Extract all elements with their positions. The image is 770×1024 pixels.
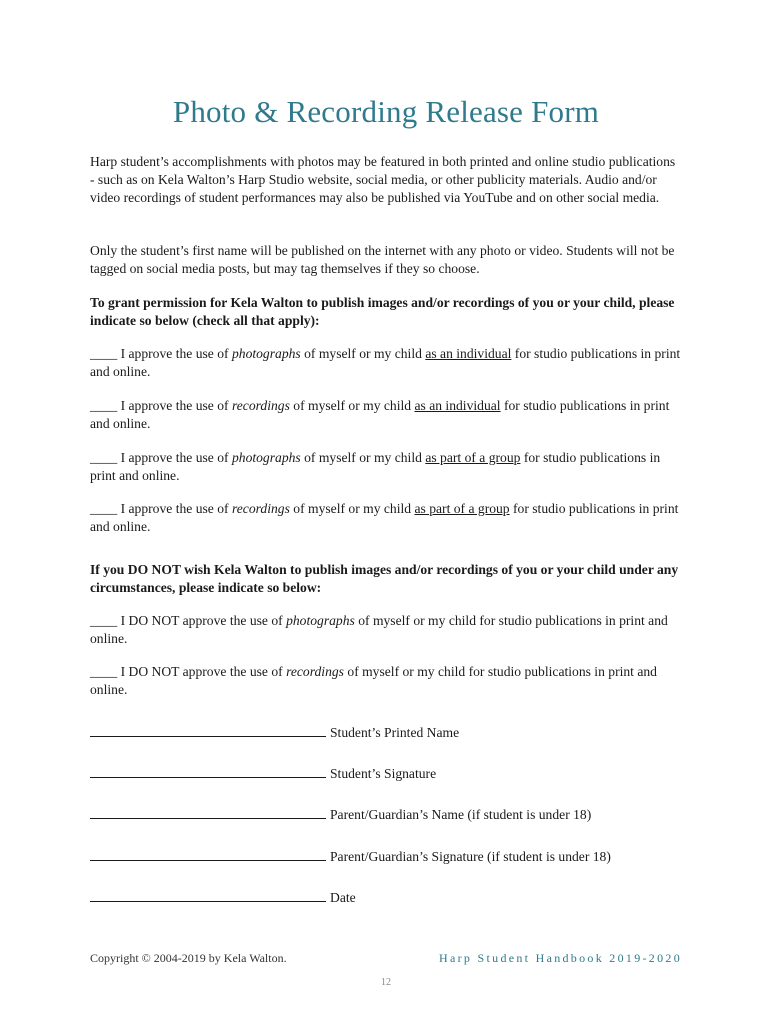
signature-label: Student’s Printed Name xyxy=(330,725,460,740)
option-media: recordings xyxy=(231,398,290,413)
option-text: of myself or my child xyxy=(293,501,412,516)
grant-option-2[interactable] xyxy=(90,397,682,433)
grant-option-4[interactable] xyxy=(90,500,682,536)
checkbox-blank[interactable]: ____ xyxy=(90,398,118,413)
intro-paragraph-2: Only the student’s first name will be published on the internet with any photo or video. Students will not be tagged on social media posts, but may tag themselves if they so choose. xyxy=(90,243,675,276)
grant-heading: To grant permission for Kela Walton to publish images and/or recordings of you or your child, please indicate so below (check all that apply): xyxy=(90,295,675,328)
checkbox-blank[interactable]: ____ xyxy=(90,664,118,679)
option-media: recordings xyxy=(231,501,290,516)
option-text: of myself or my child for studio publications in print and online. xyxy=(90,613,668,646)
option-text: for studio publications in print and online. xyxy=(90,346,681,379)
option-scope: as an individual xyxy=(425,346,512,361)
signature-label: Parent/Guardian’s Signature (if student is under 18) xyxy=(330,849,611,864)
page-number: 12 xyxy=(381,977,391,988)
option-text: of myself or my child xyxy=(304,450,422,465)
signature-parent-signature xyxy=(90,847,682,866)
deny-heading: If you DO NOT wish Kela Walton to publish images and/or recordings of you or your child under any circumstances, please indicate so below: xyxy=(90,562,679,595)
signature-label: Date xyxy=(330,890,356,905)
signature-line[interactable] xyxy=(90,847,326,861)
grant-option-3[interactable] xyxy=(90,449,682,485)
option-media: photographs xyxy=(231,346,301,361)
checkbox-blank[interactable]: ____ xyxy=(90,613,118,628)
signature-parent-name xyxy=(90,805,682,824)
intro-paragraph-1: Harp student’s accomplishments with photos may be featured in both printed and online studio publications - such as on Kela Walton’s Harp Studio website, social media, or other publicity materials. Audio and/or video recordings of student performances may also be published via YouTube and on other social media. xyxy=(90,154,676,205)
option-text: I approve the use of xyxy=(120,450,229,465)
option-text: for studio publications in print and online. xyxy=(90,398,670,431)
option-text: of myself or my child xyxy=(304,346,422,361)
option-text: I approve the use of xyxy=(120,501,229,516)
checkbox-blank[interactable]: ____ xyxy=(90,501,118,516)
option-text: I DO NOT approve the use of xyxy=(120,613,283,628)
option-scope: as part of a group xyxy=(414,501,510,516)
checkbox-blank[interactable]: ____ xyxy=(90,450,118,465)
grant-option-1[interactable] xyxy=(90,345,682,381)
option-text: for studio publications in print and online. xyxy=(90,501,679,534)
signature-student-signature xyxy=(90,764,682,783)
signature-label: Parent/Guardian’s Name (if student is under 18) xyxy=(330,807,592,822)
signature-line[interactable] xyxy=(90,888,326,902)
signature-line[interactable] xyxy=(90,805,326,819)
signature-label: Student’s Signature xyxy=(330,766,437,781)
deny-option-2[interactable] xyxy=(90,663,682,699)
option-scope: as part of a group xyxy=(425,450,521,465)
release-form-page xyxy=(90,0,682,1024)
checkbox-blank[interactable]: ____ xyxy=(90,346,118,361)
option-text: for studio publications in print and online. xyxy=(90,450,661,483)
page-title: Photo & Recording Release Form xyxy=(172,94,600,129)
deny-option-1[interactable] xyxy=(90,612,682,648)
footer-copyright: Copyright © 2004-2019 by Kela Walton. xyxy=(90,951,287,965)
option-scope: as an individual xyxy=(414,398,501,413)
signature-student-name xyxy=(90,723,682,742)
option-media: photographs xyxy=(231,450,301,465)
option-text: of myself or my child xyxy=(293,398,412,413)
option-text: of myself or my child for studio publications in print and online. xyxy=(90,664,657,697)
footer-handbook-title: Harp Student Handbook 2019-2020 xyxy=(439,951,682,965)
signature-date xyxy=(90,888,682,907)
option-media: photographs xyxy=(286,613,355,628)
option-text: I approve the use of xyxy=(120,398,229,413)
signature-line[interactable] xyxy=(90,764,326,778)
option-text: I approve the use of xyxy=(120,346,229,361)
signature-line[interactable] xyxy=(90,723,326,737)
option-text: I DO NOT approve the use of xyxy=(120,664,283,679)
option-media: recordings xyxy=(286,664,344,679)
